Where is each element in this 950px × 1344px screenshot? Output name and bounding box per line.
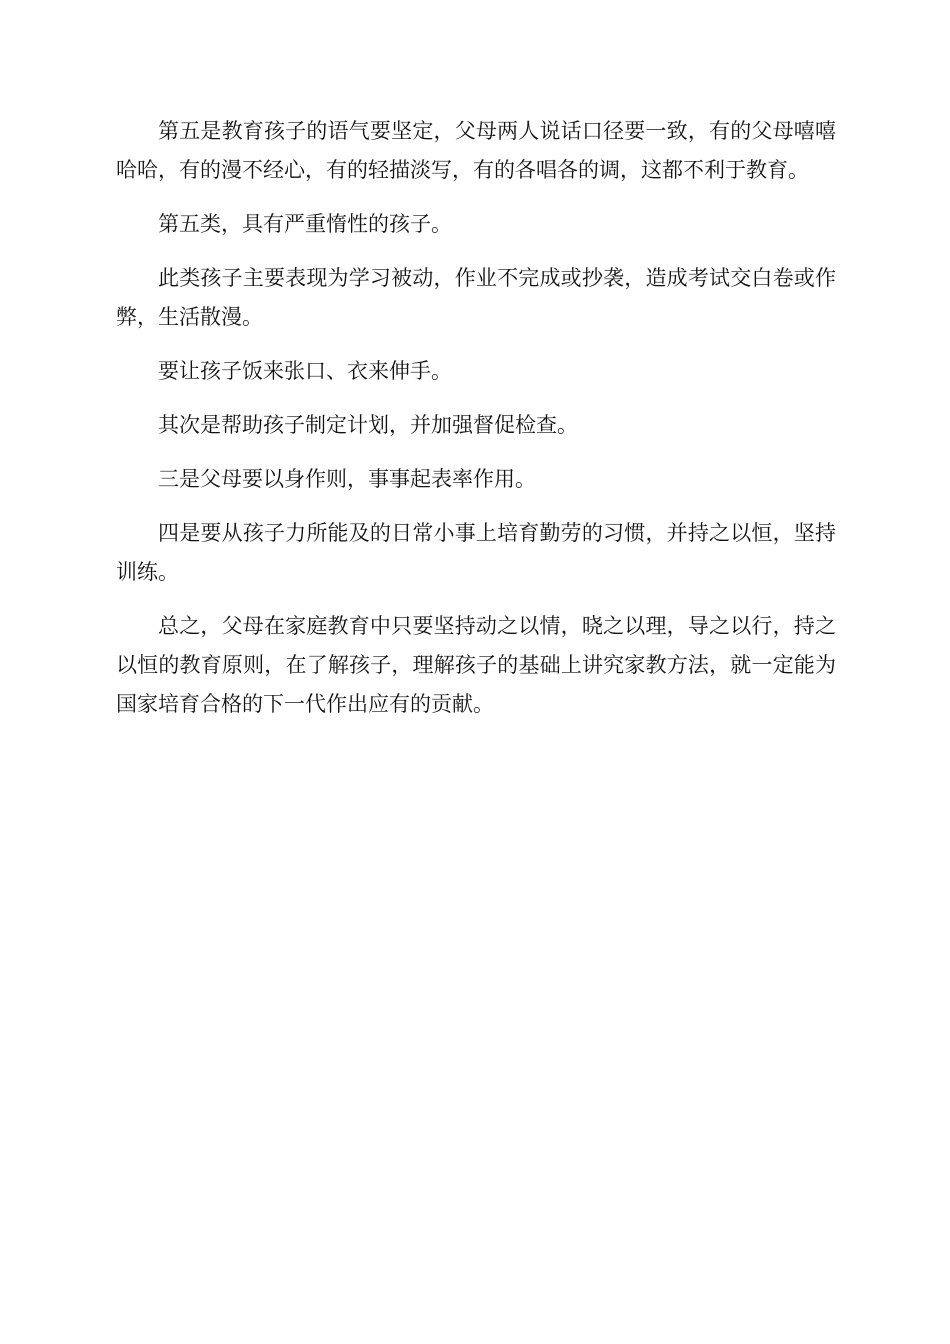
- paragraph-3: 此类孩子主要表现为学习被动，作业不完成或抄袭，造成考试交白卷或作弊，生活散漫。: [116, 266, 836, 329]
- paragraph-4: 要让孩子饭来张口、衣来伸手。: [158, 359, 452, 383]
- paragraph-8: 总之，父母在家庭教育中只要坚持动之以情，晓之以理，导之以行，持之以恒的教育原则，在了解孩子，理解孩子的基础上讲究家教方法，就一定能为国家培育合格的下一代作出应有的贡献。: [116, 614, 836, 716]
- paragraph-2: 第五类，具有严重惰性的孩子。: [158, 212, 452, 236]
- paragraph-1: 第五是教育孩子的语气要坚定，父母两人说话口径要一致，有的父母嘻嘻哈哈，有的漫不经心，有的轻描淡写，有的各唱各的调，这都不利于教育。: [116, 119, 836, 182]
- paragraph-5: 其次是帮助孩子制定计划，并加强督促检查。: [158, 413, 578, 437]
- document-body: [116, 112, 836, 739]
- paragraph-7: 四是要从孩子力所能及的日常小事上培育勤劳的习惯，并持之以恒，坚持训练。: [116, 521, 836, 584]
- paragraph-6: 三是父母要以身作则，事事起表率作用。: [158, 467, 536, 491]
